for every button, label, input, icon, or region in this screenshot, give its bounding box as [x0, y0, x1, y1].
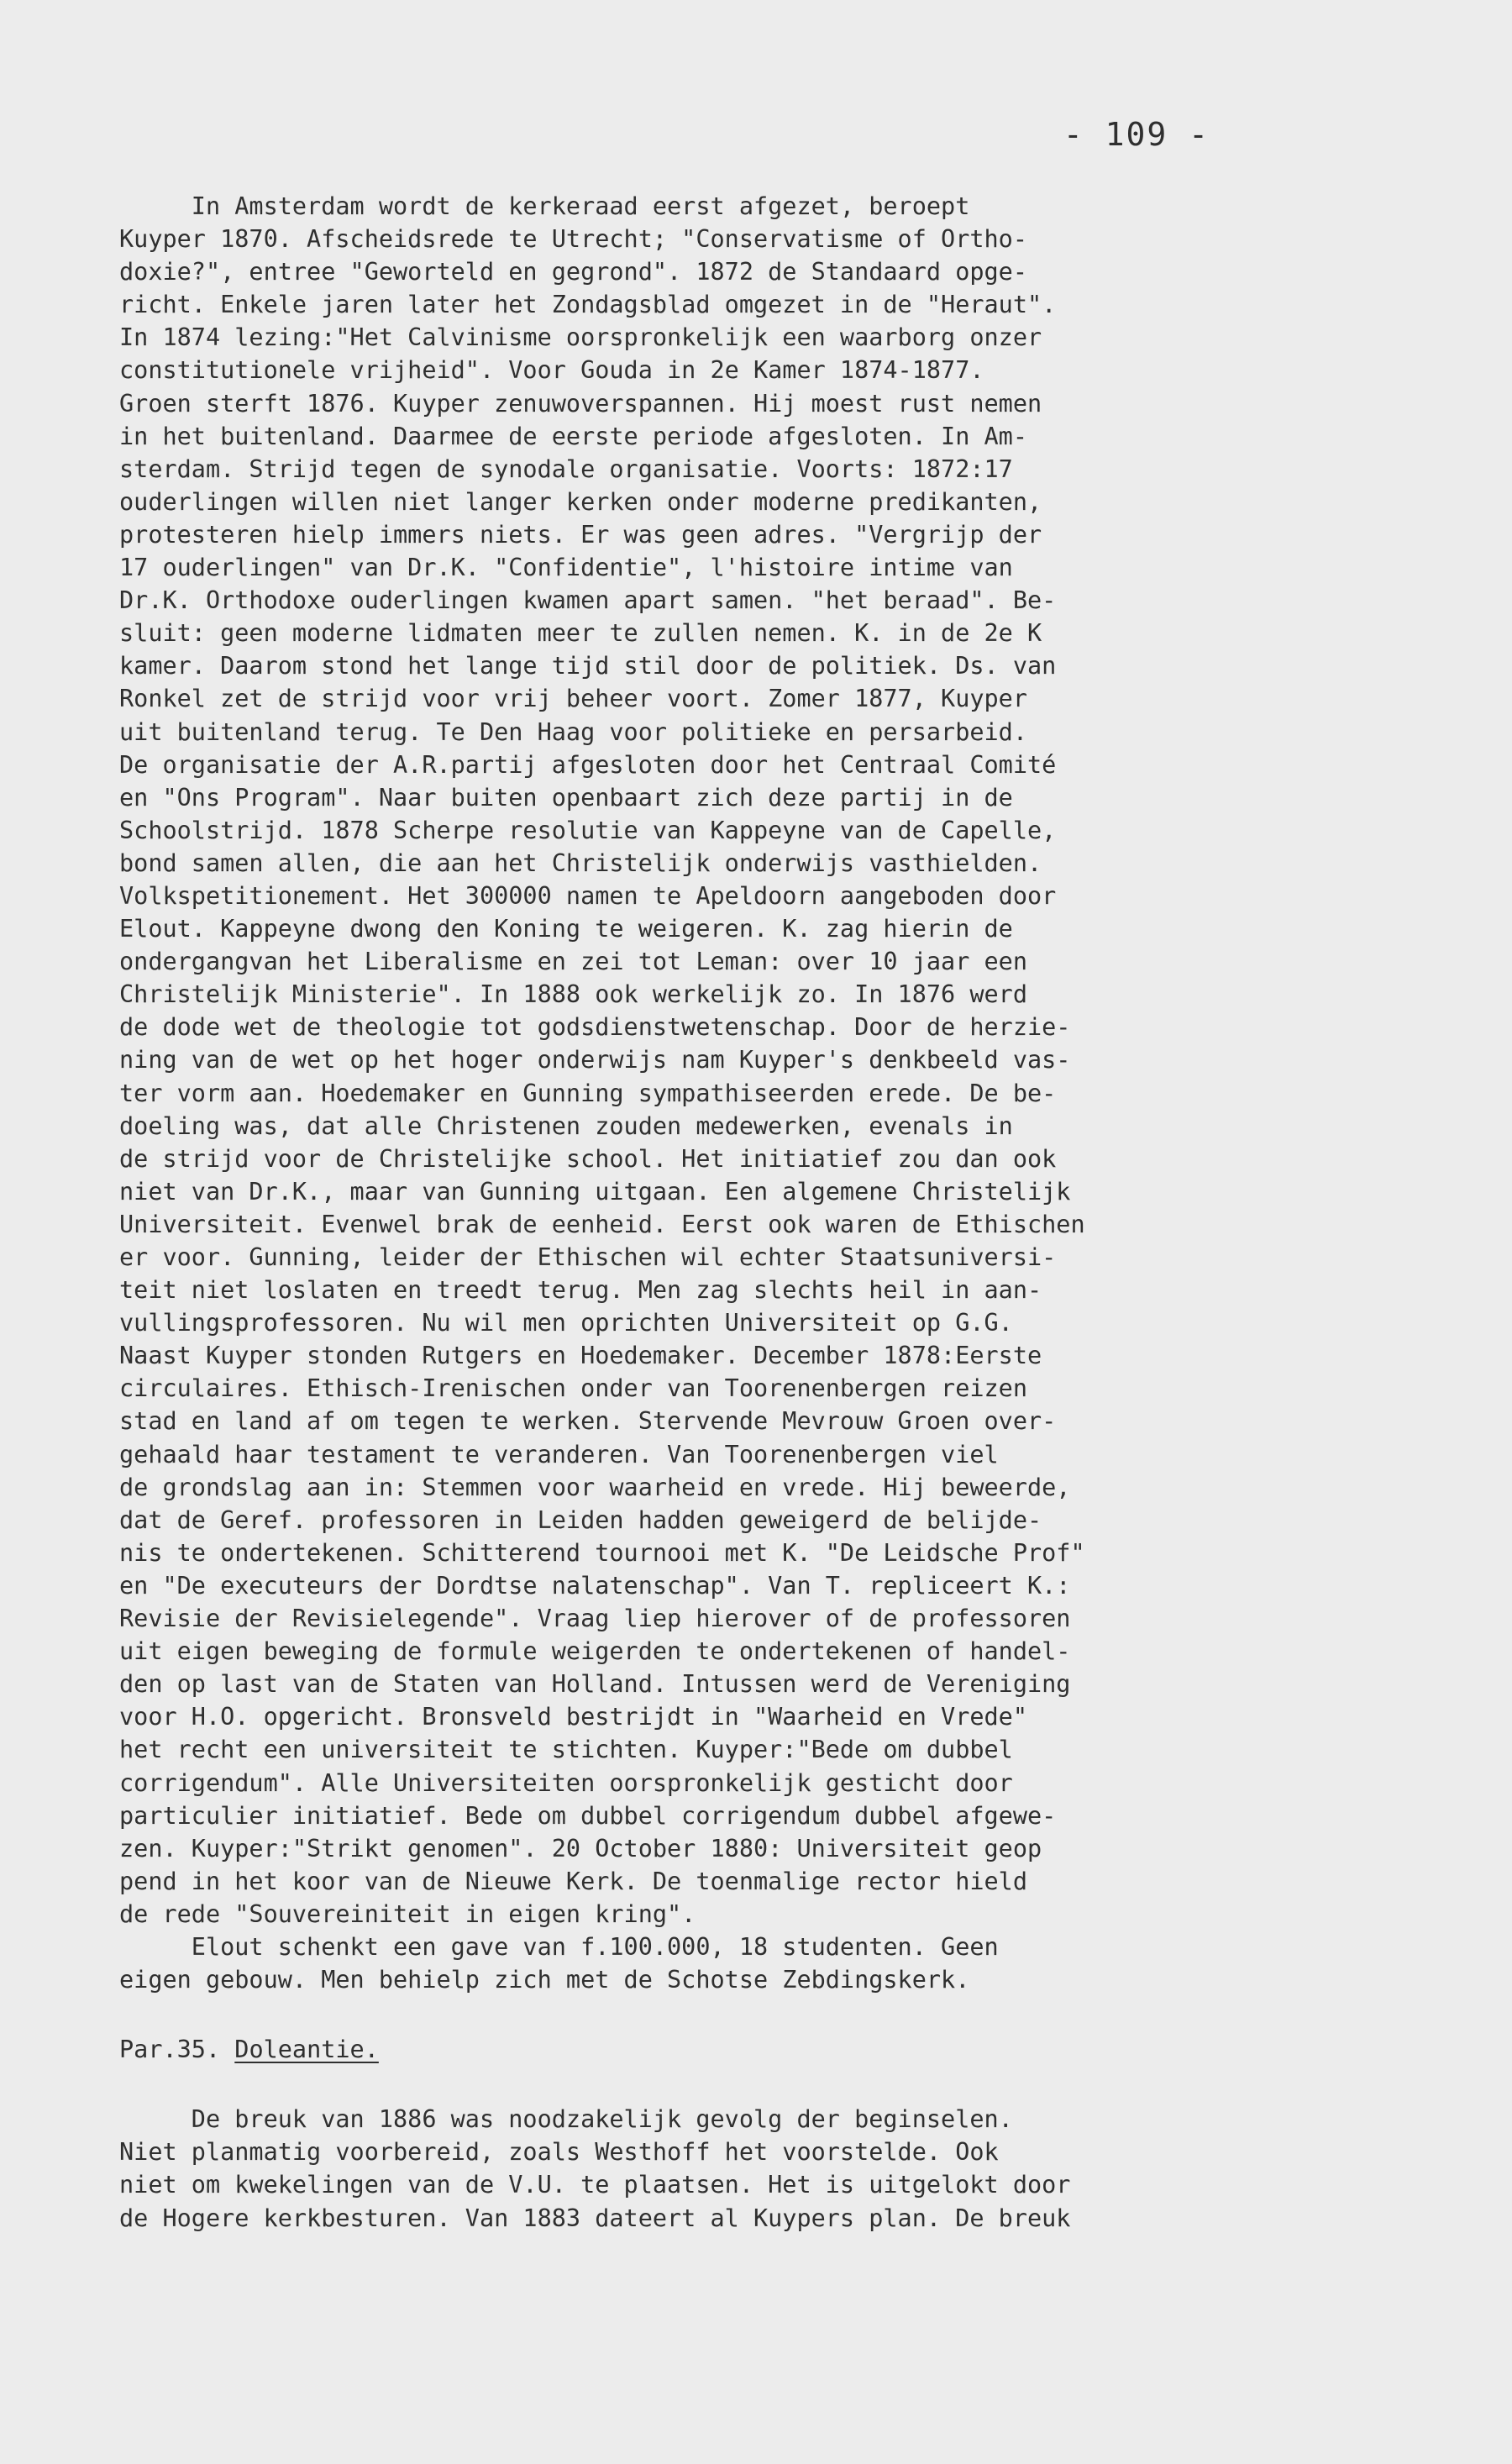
text-line: dat de Geref. professoren in Leiden hadden geweigerd de belijde- — [119, 1505, 1042, 1534]
text-line: gehaald haar testament te veranderen. Van Toorenenbergen viel — [119, 1440, 999, 1468]
text-line: Elout schenkt een gave van f.100.000, 18 studenten. Geen — [119, 1932, 999, 1961]
text-line: De organisatie der A.R.partij afgesloten door het Centraal Comité — [119, 750, 1057, 779]
text-line: circulaires. Ethisch-Irenischen onder van Toorenenbergen reizen — [119, 1374, 1027, 1403]
body-text — [119, 190, 1463, 2235]
text-line: de Hogere kerkbesturen. Van 1883 dateert al Kuypers plan. De breuk — [119, 2204, 1071, 2232]
text-line: voor H.O. opgericht. Bronsveld bestrijdt in "Waarheid en Vrede" — [119, 1703, 1027, 1731]
text-line: Ronkel zet de strijd voor vrij beheer voort. Zomer 1877, Kuyper — [119, 685, 1027, 713]
text-line: ning van de wet op het hoger onderwijs nam Kuyper's denkbeeld vas- — [119, 1046, 1071, 1074]
text-line: doxie?", entree "Geworteld en gegrond". 1872 de Standaard opge- — [119, 258, 1027, 286]
text-line: De breuk van 1886 was noodzakelijk gevolg der beginselen. — [119, 2105, 1013, 2134]
text-line: Groen sterft 1876. Kuyper zenuwoverspannen. Hij moest rust nemen — [119, 389, 1042, 418]
text-line: Revisie der Revisielegende". Vraag liep hierover of de professoren — [119, 1605, 1071, 1633]
text-line: de strijd voor de Christelijke school. Het initiatief zou dan ook — [119, 1144, 1057, 1173]
section-title: Doleantie. — [234, 2036, 379, 2064]
text-line: uit buitenland terug. Te Den Haag voor politieke en persarbeid. — [119, 717, 1027, 746]
text-line: zen. Kuyper:"Strikt genomen". 20 October 1880: Universiteit geop — [119, 1834, 1042, 1862]
text-line: in het buitenland. Daarmee de eerste periode afgesloten. In Am- — [119, 422, 1027, 450]
spacer — [119, 1996, 1463, 2033]
text-line: Dr.K. Orthodoxe ouderlingen kwamen apart samen. "het beraad". Be- — [119, 586, 1057, 615]
text-line: Naast Kuyper stonden Rutgers en Hoedemaker. December 1878:Eerste — [119, 1342, 1042, 1370]
text-line: uit eigen beweging de formule weigerden te ondertekenen of handel- — [119, 1637, 1071, 1666]
section-heading — [119, 2033, 1463, 2066]
text-line: de grondslag aan in: Stemmen voor waarheid en vrede. Hij beweerde, — [119, 1473, 1071, 1501]
text-line: Christelijk Ministerie". In 1888 ook werkelijk zo. In 1876 werd — [119, 980, 1027, 1009]
text-line: teit niet loslaten en treedt terug. Men zag slechts heil in aan- — [119, 1276, 1042, 1305]
text-line: stad en land af om tegen te werken. Stervende Mevrouw Groen over- — [119, 1407, 1057, 1436]
text-line: de dode wet de theologie tot godsdienstwetenschap. Door de herzie- — [119, 1013, 1071, 1042]
text-line: protesteren hielp immers niets. Er was geen adres. "Vergrijp der — [119, 520, 1042, 549]
text-line: richt. Enkele jaren later het Zondagsblad omgezet in de "Heraut". — [119, 291, 1057, 319]
text-line: particulier initiatief. Bede om dubbel corrigendum dubbel afgewe- — [119, 1801, 1057, 1830]
text-line: niet om kwekelingen van de V.U. te plaatsen. Het is uitgelokt door — [119, 2171, 1071, 2199]
text-line: corrigendum". Alle Universiteiten oorspronkelijk gesticht door — [119, 1768, 1013, 1797]
text-line: sluit: geen moderne lidmaten meer te zullen nemen. K. in de 2e K — [119, 619, 1042, 648]
text-line: nis te ondertekenen. Schitterend tournooi met K. "De Leidsche Prof" — [119, 1538, 1085, 1567]
text-line: In 1874 lezing:"Het Calvinisme oorspronkelijk een waarborg onzer — [119, 323, 1042, 352]
closing-paragraph — [119, 2103, 1463, 2234]
text-line: 17 ouderlingen" van Dr.K. "Confidentie", l'histoire intime van — [119, 554, 1013, 582]
main-paragraph — [119, 190, 1463, 1996]
text-line: niet van Dr.K., maar van Gunning uitgaan. Een algemene Christelijk — [119, 1177, 1071, 1206]
text-line: kamer. Daarom stond het lange tijd stil door de politiek. Ds. van — [119, 652, 1057, 680]
text-line: en "De executeurs der Dordtse nalatenschap". Van T. repliceert K.: — [119, 1571, 1071, 1600]
text-line: eigen gebouw. Men behielp zich met de Schotse Zebdingskerk. — [119, 1966, 970, 1994]
text-line: Volkspetitionement. Het 300000 namen te Apeldoorn aangeboden door — [119, 881, 1057, 910]
text-line: ondergangvan het Liberalisme en zei tot Leman: over 10 jaar een — [119, 948, 1027, 976]
text-line: het recht een universiteit te stichten. Kuyper:"Bede om dubbel — [119, 1736, 1013, 1764]
text-line: en "Ons Program". Naar buiten openbaart zich deze partij in de — [119, 783, 1013, 812]
text-line: pend in het koor van de Nieuwe Kerk. De toenmalige rector hield — [119, 1867, 1027, 1895]
text-line: sterdam. Strijd tegen de synodale organisatie. Voorts: 1872:17 — [119, 454, 1013, 483]
page-number: - 109 - — [1063, 116, 1210, 153]
text-line: constitutionele vrijheid". Voor Gouda in 2e Kamer 1874-1877. — [119, 356, 984, 385]
text-line: er voor. Gunning, leider der Ethischen wil echter Staatsuniversi- — [119, 1243, 1057, 1271]
text-line: ter vorm aan. Hoedemaker en Gunning sympathiseerden erede. De be- — [119, 1079, 1057, 1107]
text-line: Elout. Kappeyne dwong den Koning te weigeren. K. zag hierin de — [119, 915, 1013, 943]
section-number: Par.35. — [119, 2036, 235, 2064]
text-line: Niet planmatig voorbereid, zoals Westhoff het voorstelde. Ook — [119, 2138, 999, 2167]
spacer — [119, 2066, 1463, 2103]
text-line: vullingsprofessoren. Nu wil men oprichten Universiteit op G.G. — [119, 1309, 1013, 1337]
text-line: ouderlingen willen niet langer kerken onder moderne predikanten, — [119, 487, 1042, 516]
text-line: bond samen allen, die aan het Christelijk onderwijs vasthielden. — [119, 848, 1042, 877]
text-line: den op last van de Staten van Holland. Intussen werd de Vereniging — [119, 1670, 1071, 1699]
text-line: doeling was, dat alle Christenen zouden medewerken, evenals in — [119, 1111, 1013, 1140]
text-line: In Amsterdam wordt de kerkeraad eerst afgezet, beroept — [119, 192, 970, 220]
text-line: de rede "Souvereiniteit in eigen kring". — [119, 1899, 696, 1928]
text-line: Kuyper 1870. Afscheidsrede te Utrecht; "Conservatisme of Ortho- — [119, 225, 1027, 254]
text-line: Schoolstrijd. 1878 Scherpe resolutie van Kappeyne van de Capelle, — [119, 816, 1057, 844]
text-line: Universiteit. Evenwel brak de eenheid. Eerst ook waren de Ethischen — [119, 1210, 1085, 1238]
